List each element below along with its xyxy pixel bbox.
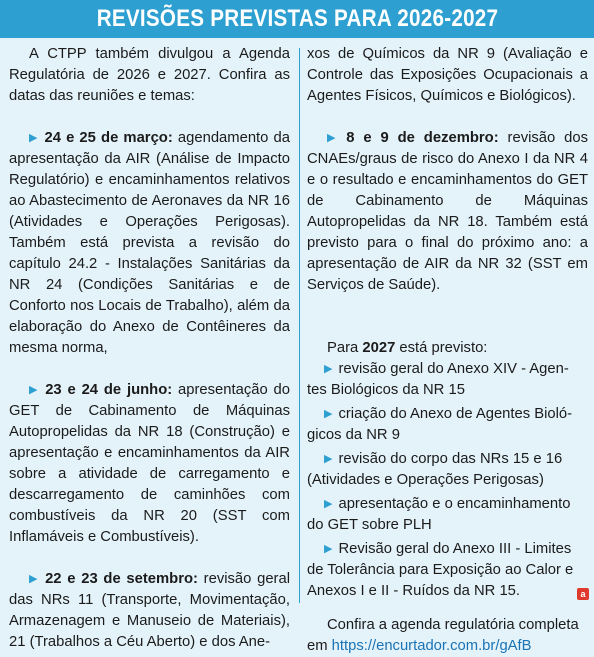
footer-note: Confira a agenda regulatória completa: [327, 617, 579, 633]
text-september: revisão geral das NRs 11 (Transporte, Movimentação, Armazenagem e Manuseio de Materiais), 21 (Trabalhos a Céu Aberto) e dos Ane-: [9, 571, 290, 650]
page-title: REVISÕES PREVISTAS PARA 2026-2027: [96, 5, 498, 32]
right-column: [307, 44, 588, 657]
list-item-text-cont: gicos da NR 9: [307, 427, 400, 443]
heading-prefix: Para: [327, 340, 363, 356]
triangle-bullet-icon: ▶: [327, 132, 341, 144]
column-divider: [299, 48, 300, 603]
list-item-text-cont: tes Biológicos da NR 15: [307, 382, 465, 398]
list-item-text: apresentação e o encaminhamento: [338, 496, 571, 512]
text-june: apresentação do GET de Cabinamento de Máquinas Autopropelidas da NR 18 (Construção) e apresentação e encaminhamentos da AIR sobre a atividade de carregamento e descarregamento de caminhões com combustíveis da NR 20 (SST com Inflamáveis e Combustíveis).: [9, 382, 290, 545]
publisher-logo-icon: a: [577, 588, 589, 600]
date-december: 8 e 9 de dezembro:: [346, 130, 499, 146]
item-march: [9, 128, 290, 359]
triangle-bullet-icon: ▶: [324, 363, 333, 375]
date-march: 24 e 25 de março:: [44, 130, 173, 146]
list-item: [307, 449, 588, 491]
text-december: revisão dos CNAEs/graus de risco do Anexo I da NR 4 e o resultado e encaminhamentos do GET de Cabinamento de Máquinas Autopropelidas da NR 18. Também está previsto para o final do próximo ano: a apresentação de AIR da NR 32 (SST em Serviços de Saúde).: [307, 130, 588, 293]
list-item-text-cont: (Atividades e Operações Perigosas): [307, 472, 544, 488]
heading-year: 2027: [362, 340, 396, 356]
list-item-text: criação do Anexo de Agentes Bioló-: [338, 406, 573, 422]
continuation-paragraph: xos de Químicos da NR 9 (Avaliação e Controle das Exposições Ocupacionais a Agentes Físicos, Químicos e Biológicos).: [307, 46, 588, 104]
triangle-bullet-icon: ▶: [29, 384, 40, 396]
list-item: [307, 494, 588, 536]
item-september: [9, 569, 290, 653]
list-item-text-cont: de Tolerância para Exposição ao Calor e Anexos I e II - Ruídos da NR 15.: [307, 562, 574, 599]
title-banner: [0, 0, 594, 38]
heading-suffix: está previsto:: [395, 340, 488, 356]
footer-link-line: [307, 636, 588, 657]
triangle-bullet-icon: ▶: [29, 573, 40, 585]
text-march: agendamento da apresentação da AIR (Análise de Impacto Regulatório) e encaminhamentos relativos ao Abastecimento de Aeronaves da NR 16 (Atividades e Operações Perigosas). Também está prevista a revisão do capítulo 24.2 - Instalações Sanitárias da NR 24 (Condições Sanitárias e de Conforto nos Locais de Trabalho), além da elaboração do Anexo de Contêineres da mesma norma,: [9, 130, 290, 356]
agenda-link[interactable]: https://encurtador.com.br/gAfB: [331, 638, 532, 654]
intro-paragraph: A CTPP também divulgou a Agenda Regulatória de 2026 e 2027. Confira as datas das reuniões e temas:: [9, 46, 290, 104]
list-item-text: revisão geral do Anexo XIV - Agen-: [338, 361, 569, 377]
list-item-text-cont: do GET sobre PLH: [307, 517, 432, 533]
triangle-bullet-icon: ▶: [324, 453, 333, 465]
list-item-text: Revisão geral do Anexo III - Limites: [338, 541, 572, 557]
triangle-bullet-icon: ▶: [324, 498, 333, 510]
date-september: 22 e 23 de setembro:: [45, 571, 198, 587]
date-june: 23 e 24 de junho:: [45, 382, 173, 398]
triangle-bullet-icon: ▶: [29, 132, 39, 144]
triangle-bullet-icon: ▶: [324, 543, 333, 555]
footer-prefix: em: [307, 638, 332, 654]
list-item-text: revisão do corpo das NRs 15 e 16: [338, 451, 563, 467]
list-item: [307, 539, 588, 602]
list-item: [307, 359, 588, 401]
triangle-bullet-icon: ▶: [324, 408, 333, 420]
item-december: [307, 128, 588, 296]
left-column: [9, 44, 290, 653]
year-2027-heading: [307, 338, 588, 359]
list-item: [307, 404, 588, 446]
item-june: [9, 380, 290, 548]
